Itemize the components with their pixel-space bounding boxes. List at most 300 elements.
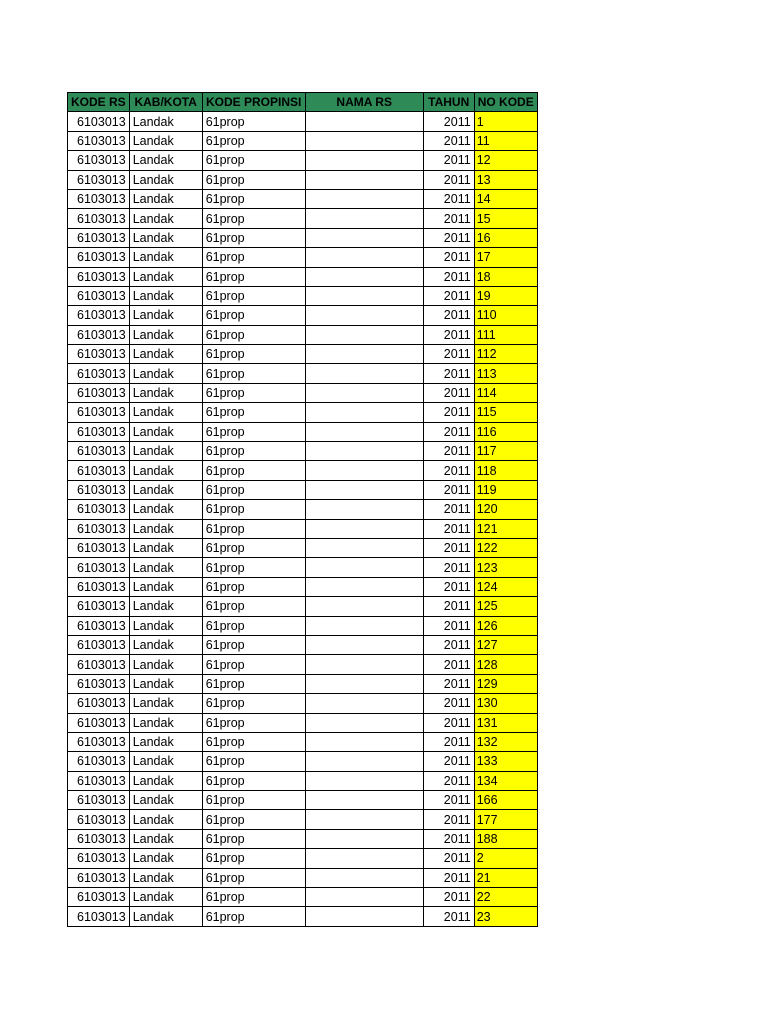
cell-kode-propinsi[interactable]: 61prop [202,306,305,325]
table-row [68,519,538,538]
cell-no-kode[interactable]: 113 [474,364,537,383]
cell-kode-rs[interactable]: 6103013 [68,771,130,790]
cell-kode-rs[interactable]: 6103013 [68,732,130,751]
cell-kode-propinsi[interactable]: 61prop [202,810,305,829]
cell-kab-kota[interactable]: Landak [129,189,202,208]
cell-kab-kota[interactable]: Landak [129,209,202,228]
cell-no-kode[interactable]: 110 [474,306,537,325]
table-row [68,732,538,751]
cell-kode-rs[interactable]: 6103013 [68,112,130,131]
cell-no-kode[interactable]: 130 [474,694,537,713]
cell-tahun[interactable]: 2011 [423,248,474,267]
cell-kab-kota[interactable]: Landak [129,810,202,829]
cell-kode-propinsi[interactable]: 61prop [202,112,305,131]
cell-kode-propinsi[interactable]: 61prop [202,674,305,693]
cell-no-kode[interactable]: 119 [474,480,537,499]
table-row [68,131,538,150]
cell-kab-kota[interactable]: Landak [129,538,202,557]
table-row [68,674,538,693]
cell-tahun[interactable]: 2011 [423,635,474,654]
cell-no-kode[interactable]: 19 [474,286,537,305]
cell-kode-propinsi[interactable]: 61prop [202,442,305,461]
cell-kode-propinsi[interactable]: 61prop [202,849,305,868]
cell-kode-rs[interactable]: 6103013 [68,228,130,247]
cell-no-kode[interactable]: 1 [474,112,537,131]
table-row [68,752,538,771]
cell-kode-rs[interactable]: 6103013 [68,655,130,674]
cell-kode-rs[interactable]: 6103013 [68,694,130,713]
cell-nama-rs[interactable] [305,422,423,441]
cell-kode-rs[interactable]: 6103013 [68,888,130,907]
cell-no-kode[interactable]: 21 [474,868,537,887]
cell-tahun[interactable]: 2011 [423,112,474,131]
cell-tahun[interactable]: 2011 [423,480,474,499]
cell-kode-propinsi[interactable]: 61prop [202,732,305,751]
cell-kab-kota[interactable]: Landak [129,131,202,150]
cell-nama-rs[interactable] [305,286,423,305]
cell-nama-rs[interactable] [305,461,423,480]
cell-tahun[interactable]: 2011 [423,538,474,557]
cell-kode-propinsi[interactable]: 61prop [202,519,305,538]
cell-nama-rs[interactable] [305,209,423,228]
cell-kode-rs[interactable]: 6103013 [68,558,130,577]
cell-kode-propinsi[interactable]: 61prop [202,694,305,713]
cell-kab-kota[interactable]: Landak [129,713,202,732]
cell-tahun[interactable]: 2011 [423,771,474,790]
cell-tahun[interactable]: 2011 [423,558,474,577]
cell-nama-rs[interactable] [305,519,423,538]
cell-kode-propinsi[interactable]: 61prop [202,286,305,305]
cell-kode-propinsi[interactable]: 61prop [202,480,305,499]
cell-tahun[interactable]: 2011 [423,345,474,364]
cell-nama-rs[interactable] [305,849,423,868]
table-row [68,597,538,616]
header-nama-rs[interactable]: NAMA RS [305,93,423,112]
cell-kab-kota[interactable]: Landak [129,461,202,480]
cell-tahun[interactable]: 2011 [423,519,474,538]
cell-no-kode[interactable]: 118 [474,461,537,480]
cell-no-kode[interactable]: 15 [474,209,537,228]
cell-kode-propinsi[interactable]: 61prop [202,655,305,674]
cell-kab-kota[interactable]: Landak [129,577,202,596]
cell-kode-propinsi[interactable]: 61prop [202,558,305,577]
cell-kab-kota[interactable]: Landak [129,558,202,577]
table-row [68,829,538,848]
cell-nama-rs[interactable] [305,383,423,402]
table-header [68,93,538,112]
cell-tahun[interactable]: 2011 [423,267,474,286]
cell-kab-kota[interactable]: Landak [129,655,202,674]
cell-kode-propinsi[interactable]: 61prop [202,500,305,519]
table-row [68,325,538,344]
cell-nama-rs[interactable] [305,752,423,771]
cell-kab-kota[interactable]: Landak [129,325,202,344]
table-row [68,907,538,926]
cell-tahun[interactable]: 2011 [423,189,474,208]
table-row [68,655,538,674]
cell-kab-kota[interactable]: Landak [129,635,202,654]
cell-kab-kota[interactable]: Landak [129,442,202,461]
cell-kab-kota[interactable]: Landak [129,907,202,926]
cell-kode-propinsi[interactable]: 61prop [202,577,305,596]
cell-kode-propinsi[interactable]: 61prop [202,325,305,344]
cell-nama-rs[interactable] [305,655,423,674]
cell-nama-rs[interactable] [305,674,423,693]
cell-kab-kota[interactable]: Landak [129,383,202,402]
cell-kode-rs[interactable]: 6103013 [68,480,130,499]
cell-tahun[interactable]: 2011 [423,674,474,693]
cell-no-kode[interactable]: 120 [474,500,537,519]
cell-kab-kota[interactable]: Landak [129,267,202,286]
cell-kode-propinsi[interactable]: 61prop [202,228,305,247]
table-row [68,771,538,790]
table-row [68,306,538,325]
cell-no-kode[interactable]: 127 [474,635,537,654]
cell-kode-propinsi[interactable]: 61prop [202,829,305,848]
cell-kode-propinsi[interactable]: 61prop [202,422,305,441]
cell-tahun[interactable]: 2011 [423,170,474,189]
cell-kab-kota[interactable]: Landak [129,849,202,868]
cell-nama-rs[interactable] [305,791,423,810]
cell-tahun[interactable]: 2011 [423,383,474,402]
cell-nama-rs[interactable] [305,364,423,383]
cell-kode-propinsi[interactable]: 61prop [202,403,305,422]
cell-kode-rs[interactable]: 6103013 [68,577,130,596]
table-row [68,810,538,829]
cell-kab-kota[interactable]: Landak [129,597,202,616]
cell-kode-propinsi[interactable]: 61prop [202,364,305,383]
cell-no-kode[interactable]: 23 [474,907,537,926]
cell-kode-rs[interactable]: 6103013 [68,209,130,228]
cell-tahun[interactable]: 2011 [423,306,474,325]
cell-kode-rs[interactable]: 6103013 [68,868,130,887]
cell-no-kode[interactable]: 16 [474,228,537,247]
table-row [68,577,538,596]
cell-no-kode[interactable]: 128 [474,655,537,674]
cell-kode-propinsi[interactable]: 61prop [202,345,305,364]
table-row [68,538,538,557]
cell-kab-kota[interactable]: Landak [129,694,202,713]
cell-kode-rs[interactable]: 6103013 [68,597,130,616]
cell-tahun[interactable]: 2011 [423,868,474,887]
table-body [68,112,538,926]
table-row [68,480,538,499]
cell-kab-kota[interactable]: Landak [129,752,202,771]
table-row [68,209,538,228]
cell-no-kode[interactable]: 132 [474,732,537,751]
table-row [68,442,538,461]
cell-tahun[interactable]: 2011 [423,131,474,150]
cell-tahun[interactable]: 2011 [423,597,474,616]
table-row [68,422,538,441]
cell-kab-kota[interactable]: Landak [129,829,202,848]
cell-nama-rs[interactable] [305,403,423,422]
cell-no-kode[interactable]: 131 [474,713,537,732]
cell-nama-rs[interactable] [305,694,423,713]
cell-kab-kota[interactable]: Landak [129,248,202,267]
cell-no-kode[interactable]: 121 [474,519,537,538]
cell-kab-kota[interactable]: Landak [129,500,202,519]
cell-no-kode[interactable]: 12 [474,151,537,170]
cell-kode-propinsi[interactable]: 61prop [202,209,305,228]
cell-kab-kota[interactable]: Landak [129,616,202,635]
cell-tahun[interactable]: 2011 [423,577,474,596]
cell-kab-kota[interactable]: Landak [129,151,202,170]
table-row [68,267,538,286]
cell-kode-rs[interactable]: 6103013 [68,829,130,848]
cell-nama-rs[interactable] [305,810,423,829]
cell-kode-propinsi[interactable]: 61prop [202,383,305,402]
table-row [68,500,538,519]
cell-tahun[interactable]: 2011 [423,732,474,751]
cell-kode-rs[interactable]: 6103013 [68,907,130,926]
cell-kode-propinsi[interactable]: 61prop [202,868,305,887]
cell-kode-rs[interactable]: 6103013 [68,538,130,557]
cell-tahun[interactable]: 2011 [423,325,474,344]
cell-nama-rs[interactable] [305,558,423,577]
cell-kode-rs[interactable]: 6103013 [68,345,130,364]
cell-no-kode[interactable]: 125 [474,597,537,616]
cell-nama-rs[interactable] [305,325,423,344]
cell-kode-rs[interactable]: 6103013 [68,442,130,461]
cell-tahun[interactable]: 2011 [423,888,474,907]
cell-no-kode[interactable]: 122 [474,538,537,557]
cell-kab-kota[interactable]: Landak [129,170,202,189]
cell-nama-rs[interactable] [305,732,423,751]
cell-kab-kota[interactable]: Landak [129,364,202,383]
table-row [68,849,538,868]
cell-no-kode[interactable]: 2 [474,849,537,868]
cell-kab-kota[interactable]: Landak [129,112,202,131]
table-row [68,616,538,635]
table-row [68,868,538,887]
cell-tahun[interactable]: 2011 [423,364,474,383]
cell-no-kode[interactable]: 116 [474,422,537,441]
cell-no-kode[interactable]: 126 [474,616,537,635]
cell-nama-rs[interactable] [305,267,423,286]
cell-kode-rs[interactable]: 6103013 [68,791,130,810]
cell-kode-rs[interactable]: 6103013 [68,461,130,480]
cell-kode-rs[interactable]: 6103013 [68,752,130,771]
cell-no-kode[interactable]: 11 [474,131,537,150]
cell-nama-rs[interactable] [305,888,423,907]
cell-no-kode[interactable]: 129 [474,674,537,693]
header-kode-propinsi[interactable]: KODE PROPINSI [202,93,305,112]
cell-kab-kota[interactable]: Landak [129,868,202,887]
cell-kode-rs[interactable]: 6103013 [68,810,130,829]
cell-kode-propinsi[interactable]: 61prop [202,170,305,189]
cell-kode-propinsi[interactable]: 61prop [202,907,305,926]
cell-nama-rs[interactable] [305,228,423,247]
cell-kode-propinsi[interactable]: 61prop [202,597,305,616]
cell-tahun[interactable]: 2011 [423,616,474,635]
cell-kode-rs[interactable]: 6103013 [68,403,130,422]
cell-tahun[interactable]: 2011 [423,829,474,848]
cell-nama-rs[interactable] [305,131,423,150]
table-row [68,461,538,480]
cell-no-kode[interactable]: 114 [474,383,537,402]
cell-no-kode[interactable]: 112 [474,345,537,364]
cell-kode-rs[interactable]: 6103013 [68,325,130,344]
cell-kab-kota[interactable]: Landak [129,345,202,364]
cell-tahun[interactable]: 2011 [423,403,474,422]
cell-kab-kota[interactable]: Landak [129,732,202,751]
cell-nama-rs[interactable] [305,248,423,267]
cell-kab-kota[interactable]: Landak [129,422,202,441]
cell-kab-kota[interactable]: Landak [129,306,202,325]
cell-nama-rs[interactable] [305,635,423,654]
cell-tahun[interactable]: 2011 [423,694,474,713]
cell-kab-kota[interactable]: Landak [129,791,202,810]
cell-no-kode[interactable]: 22 [474,888,537,907]
table-row [68,383,538,402]
cell-kode-propinsi[interactable]: 61prop [202,771,305,790]
header-tahun[interactable]: TAHUN [423,93,474,112]
cell-kode-propinsi[interactable]: 61prop [202,461,305,480]
cell-kab-kota[interactable]: Landak [129,519,202,538]
cell-tahun[interactable]: 2011 [423,209,474,228]
cell-nama-rs[interactable] [305,538,423,557]
table-row [68,170,538,189]
cell-no-kode[interactable]: 117 [474,442,537,461]
cell-kode-propinsi[interactable]: 61prop [202,888,305,907]
cell-no-kode[interactable]: 17 [474,248,537,267]
cell-kode-rs[interactable]: 6103013 [68,151,130,170]
cell-kode-propinsi[interactable]: 61prop [202,791,305,810]
cell-kode-rs[interactable]: 6103013 [68,422,130,441]
cell-kode-rs[interactable]: 6103013 [68,170,130,189]
cell-tahun[interactable]: 2011 [423,713,474,732]
cell-no-kode[interactable]: 133 [474,752,537,771]
cell-tahun[interactable]: 2011 [423,791,474,810]
cell-tahun[interactable]: 2011 [423,151,474,170]
cell-nama-rs[interactable] [305,907,423,926]
table-row [68,635,538,654]
table-row [68,403,538,422]
cell-kode-propinsi[interactable]: 61prop [202,616,305,635]
cell-kode-rs[interactable]: 6103013 [68,519,130,538]
cell-kode-rs[interactable]: 6103013 [68,713,130,732]
cell-nama-rs[interactable] [305,868,423,887]
cell-kode-propinsi[interactable]: 61prop [202,538,305,557]
header-kode-rs[interactable]: KODE RS [68,93,130,112]
cell-nama-rs[interactable] [305,771,423,790]
cell-kode-propinsi[interactable]: 61prop [202,267,305,286]
cell-kode-rs[interactable]: 6103013 [68,849,130,868]
header-no-kode[interactable]: NO KODE [474,93,537,112]
cell-kab-kota[interactable]: Landak [129,888,202,907]
cell-tahun[interactable]: 2011 [423,500,474,519]
cell-nama-rs[interactable] [305,577,423,596]
cell-nama-rs[interactable] [305,480,423,499]
table-row [68,791,538,810]
cell-nama-rs[interactable] [305,151,423,170]
table-row [68,888,538,907]
cell-kode-rs[interactable]: 6103013 [68,306,130,325]
cell-kode-rs[interactable]: 6103013 [68,131,130,150]
table-row [68,112,538,131]
cell-no-kode[interactable]: 13 [474,170,537,189]
cell-kode-propinsi[interactable]: 61prop [202,635,305,654]
cell-kode-rs[interactable]: 6103013 [68,286,130,305]
cell-nama-rs[interactable] [305,616,423,635]
cell-kode-rs[interactable]: 6103013 [68,189,130,208]
cell-no-kode[interactable]: 111 [474,325,537,344]
cell-kode-rs[interactable]: 6103013 [68,248,130,267]
cell-nama-rs[interactable] [305,170,423,189]
cell-kode-propinsi[interactable]: 61prop [202,131,305,150]
cell-tahun[interactable]: 2011 [423,810,474,829]
cell-nama-rs[interactable] [305,112,423,131]
cell-nama-rs[interactable] [305,306,423,325]
cell-tahun[interactable]: 2011 [423,228,474,247]
cell-nama-rs[interactable] [305,713,423,732]
cell-no-kode[interactable]: 123 [474,558,537,577]
table-row [68,558,538,577]
cell-nama-rs[interactable] [305,345,423,364]
cell-nama-rs[interactable] [305,189,423,208]
cell-kab-kota[interactable]: Landak [129,771,202,790]
table-row [68,345,538,364]
table-row [68,364,538,383]
cell-no-kode[interactable]: 188 [474,829,537,848]
cell-tahun[interactable]: 2011 [423,849,474,868]
cell-nama-rs[interactable] [305,500,423,519]
cell-no-kode[interactable]: 124 [474,577,537,596]
cell-kode-propinsi[interactable]: 61prop [202,151,305,170]
header-row [68,93,538,112]
cell-kab-kota[interactable]: Landak [129,403,202,422]
cell-tahun[interactable]: 2011 [423,286,474,305]
cell-no-kode[interactable]: 115 [474,403,537,422]
table-row [68,151,538,170]
cell-kode-propinsi[interactable]: 61prop [202,713,305,732]
cell-tahun[interactable]: 2011 [423,442,474,461]
cell-tahun[interactable]: 2011 [423,907,474,926]
cell-kab-kota[interactable]: Landak [129,286,202,305]
cell-tahun[interactable]: 2011 [423,422,474,441]
cell-nama-rs[interactable] [305,829,423,848]
cell-nama-rs[interactable] [305,442,423,461]
cell-tahun[interactable]: 2011 [423,655,474,674]
cell-kode-rs[interactable]: 6103013 [68,364,130,383]
cell-no-kode[interactable]: 18 [474,267,537,286]
cell-no-kode[interactable]: 166 [474,791,537,810]
cell-kode-rs[interactable]: 6103013 [68,383,130,402]
table-row [68,248,538,267]
cell-kode-rs[interactable]: 6103013 [68,635,130,654]
cell-tahun[interactable]: 2011 [423,752,474,771]
cell-kode-propinsi[interactable]: 61prop [202,752,305,771]
cell-no-kode[interactable]: 134 [474,771,537,790]
cell-kode-propinsi[interactable]: 61prop [202,248,305,267]
cell-tahun[interactable]: 2011 [423,461,474,480]
cell-kode-rs[interactable]: 6103013 [68,674,130,693]
cell-kode-propinsi[interactable]: 61prop [202,189,305,208]
header-kab-kota[interactable]: KAB/KOTA [129,93,202,112]
table-row [68,228,538,247]
cell-no-kode[interactable]: 177 [474,810,537,829]
cell-kab-kota[interactable]: Landak [129,674,202,693]
cell-kab-kota[interactable]: Landak [129,228,202,247]
cell-kode-rs[interactable]: 6103013 [68,616,130,635]
cell-kode-rs[interactable]: 6103013 [68,500,130,519]
table-row [68,286,538,305]
cell-no-kode[interactable]: 14 [474,189,537,208]
cell-kode-rs[interactable]: 6103013 [68,267,130,286]
cell-nama-rs[interactable] [305,597,423,616]
cell-kab-kota[interactable]: Landak [129,480,202,499]
